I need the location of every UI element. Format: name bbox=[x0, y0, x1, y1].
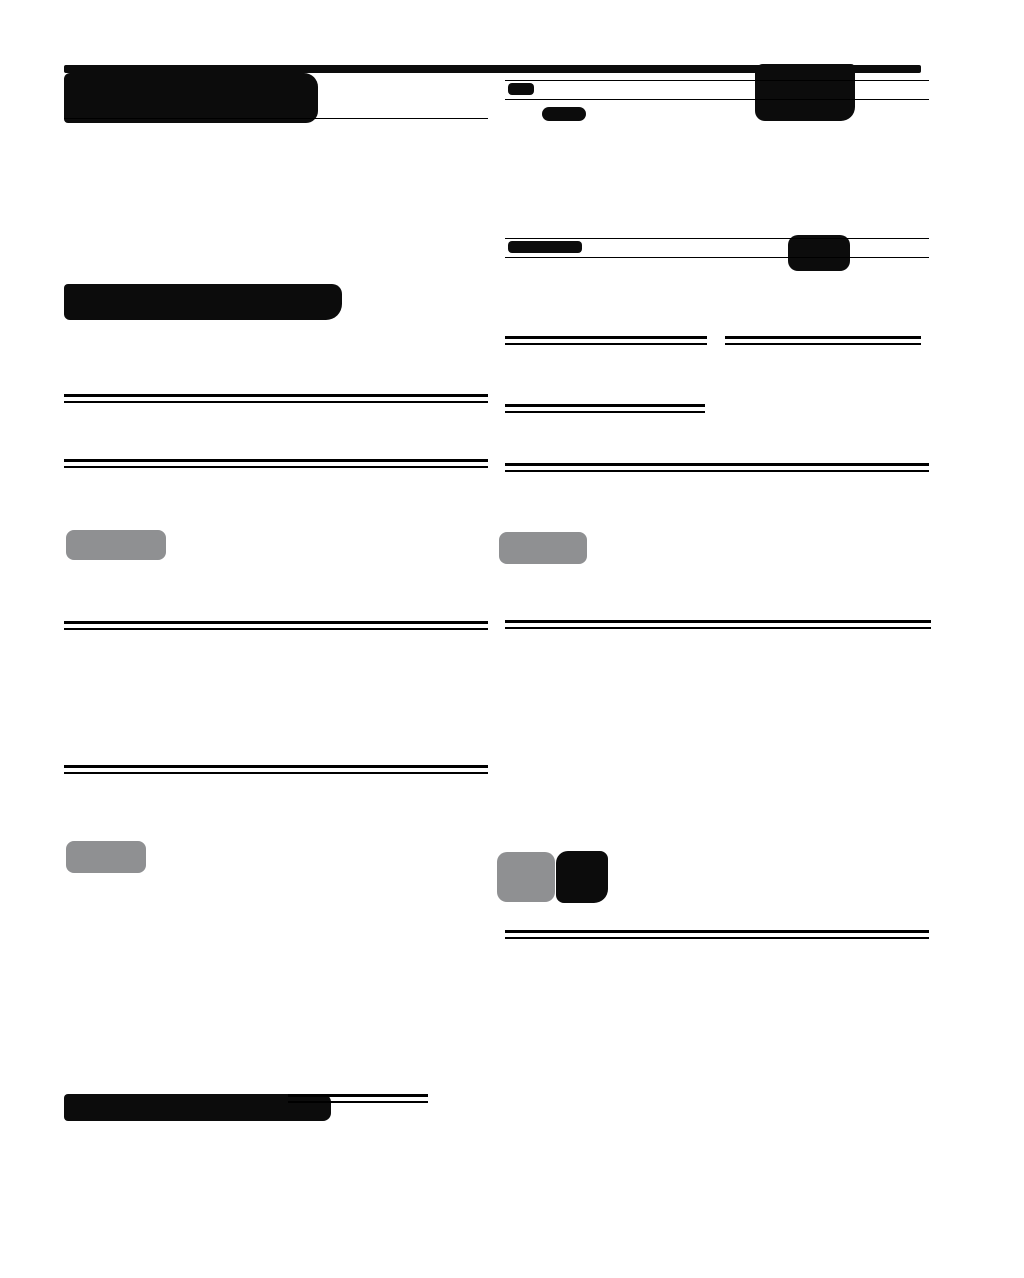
table-nylon-vests bbox=[64, 765, 488, 776]
table-neoprene-socks bbox=[505, 404, 705, 415]
section-title bbox=[64, 765, 488, 774]
section-title bbox=[64, 394, 488, 403]
table-kids-wetsuits bbox=[505, 238, 929, 260]
redacted-title-area bbox=[64, 74, 488, 119]
section-title bbox=[505, 930, 929, 939]
section-title bbox=[64, 621, 488, 630]
table-back-support bbox=[64, 394, 488, 405]
table-womens-wetsuits bbox=[505, 80, 929, 102]
section-title bbox=[505, 404, 705, 413]
table-neoprene-shoes bbox=[505, 336, 707, 347]
section-title bbox=[505, 620, 931, 629]
redaction-mark bbox=[66, 530, 166, 560]
section-title bbox=[505, 238, 929, 258]
section-title bbox=[505, 336, 707, 345]
table-boardshorts-left bbox=[64, 1094, 294, 1120]
redaction-mark bbox=[66, 841, 146, 873]
table-comp-vests bbox=[64, 621, 488, 632]
table-mens-vests bbox=[64, 459, 488, 470]
redaction-mark bbox=[542, 107, 586, 121]
table-youth-vests bbox=[505, 620, 931, 631]
section-title bbox=[725, 336, 921, 345]
redaction-mark bbox=[508, 83, 534, 95]
table-kneebrace bbox=[725, 336, 921, 347]
redacted-title-area bbox=[64, 1094, 294, 1120]
redaction-mark bbox=[497, 852, 555, 902]
table-mens-wetsuits bbox=[64, 74, 488, 119]
table-mens-rash-guards bbox=[505, 930, 929, 941]
table-shoe-size-conversion bbox=[64, 286, 488, 316]
redaction-mark bbox=[499, 532, 587, 564]
section-title bbox=[505, 463, 929, 472]
redaction-mark bbox=[556, 851, 608, 903]
section-title bbox=[505, 80, 929, 100]
redacted-title-area bbox=[64, 286, 488, 316]
redaction-mark bbox=[508, 241, 582, 253]
section-title bbox=[288, 1094, 428, 1103]
table-womens-vests bbox=[505, 463, 929, 474]
table-boardshorts-right bbox=[288, 1094, 428, 1105]
section-title bbox=[64, 459, 488, 468]
